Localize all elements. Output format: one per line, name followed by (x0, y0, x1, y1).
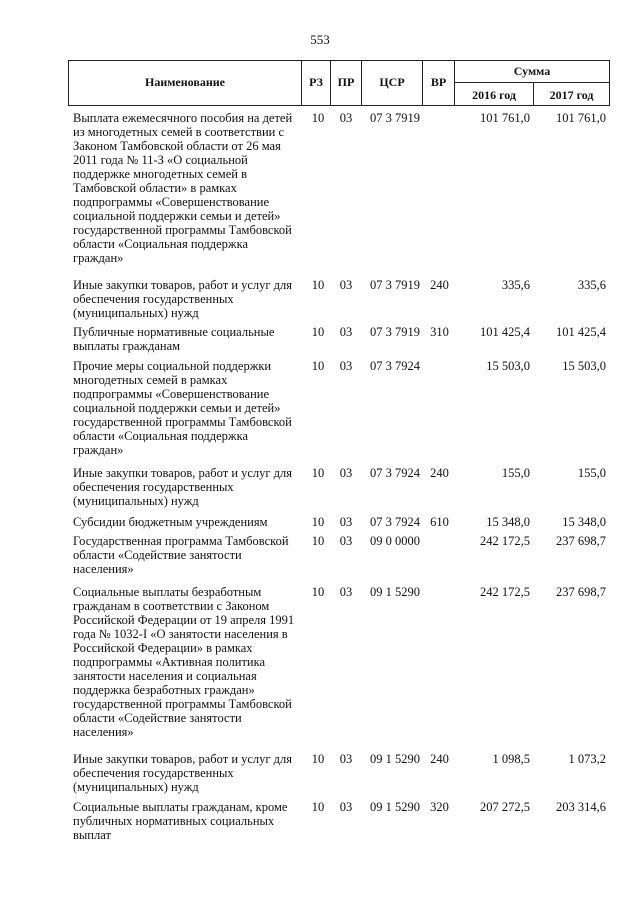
row-csr: 07 3 7919 (370, 325, 420, 339)
row-sum-2017: 101 425,4 (556, 325, 606, 339)
row-pr: 03 (339, 278, 353, 292)
row-sum-2017: 155,0 (577, 466, 606, 480)
row-sum-2017: 335,6 (577, 278, 606, 292)
row-sum-2017: 237 698,7 (556, 585, 606, 599)
row-pr: 03 (339, 359, 353, 373)
header-csr: ЦСР (379, 75, 405, 89)
row-csr: 09 1 5290 (370, 800, 420, 814)
row-csr: 09 1 5290 (370, 585, 420, 599)
row-rz: 10 (311, 359, 325, 373)
row-pr: 03 (339, 800, 353, 814)
row-rz: 10 (311, 111, 325, 125)
row-sum-2016: 1 098,5 (492, 752, 530, 766)
row-name: Иные закупки товаров, работ и услуг для обеспечения государственных (муниципальных) нужд (73, 466, 293, 508)
header-pr: ПР (337, 75, 355, 89)
row-vr: 240 (430, 466, 449, 480)
row-rz: 10 (311, 585, 325, 599)
row-rz: 10 (311, 515, 325, 529)
row-vr: 310 (430, 325, 449, 339)
row-csr: 07 3 7924 (370, 515, 420, 529)
row-name: Социальные выплаты безработным гражданам в соответствии с Законом Российской Федерации от 19 апреля 1991 года № 1032-I «О занятости населения в Российской Федерации» в рамках подпрограммы «Активная политика занятости населения и социальная поддержка безработных граждан» государственной программы Тамбовской области «Содействие занятости населения» (73, 585, 295, 739)
row-pr: 03 (339, 534, 353, 548)
row-vr: 240 (430, 752, 449, 766)
row-csr: 07 3 7924 (370, 466, 420, 480)
row-vr: 240 (430, 278, 449, 292)
header-vr: ВР (430, 75, 447, 89)
row-sum-2017: 101 761,0 (556, 111, 606, 125)
row-csr: 07 3 7919 (370, 111, 420, 125)
row-sum-2016: 15 503,0 (486, 359, 530, 373)
row-csr: 09 1 5290 (370, 752, 420, 766)
row-rz: 10 (311, 325, 325, 339)
row-pr: 03 (339, 515, 353, 529)
row-sum-2016: 335,6 (501, 278, 530, 292)
row-sum-2016: 15 348,0 (486, 515, 530, 529)
row-name: Государственная программа Тамбовской области «Содействие занятости населения» (73, 534, 289, 576)
row-rz: 10 (311, 752, 325, 766)
row-name: Выплата ежемесячного пособия на детей из многодетных семей в соответствии с Законом Тамбовской области от 26 мая 2011 года № 11-З «О социальной поддержке многодетных семей в Тамбовской области» в рамках подпрограммы «Совершенствование социальной поддержки семьи и детей» государственной программы Тамбовской области «Социальная поддержка граждан» (73, 111, 293, 265)
row-pr: 03 (339, 111, 353, 125)
row-sum-2016: 101 425,4 (480, 325, 530, 339)
row-name: Социальные выплаты гражданам, кроме публичных нормативных социальных выплат (73, 800, 288, 842)
row-name: Прочие меры социальной поддержки многодетных семей в рамках подпрограммы «Совершенствование социальной поддержки семьи и детей» государственной программы Тамбовской области «Социальная поддержка граждан» (73, 359, 292, 457)
row-sum-2016: 207 272,5 (480, 800, 530, 814)
row-sum-2017: 237 698,7 (556, 534, 606, 548)
row-csr: 09 0 0000 (370, 534, 420, 548)
header-rz: РЗ (309, 75, 323, 89)
row-csr: 07 3 7924 (370, 359, 420, 373)
row-rz: 10 (311, 278, 325, 292)
row-pr: 03 (339, 325, 353, 339)
page-number: 553 (310, 32, 330, 47)
row-sum-2017: 203 314,6 (556, 800, 606, 814)
row-sum-2016: 242 172,5 (480, 534, 530, 548)
row-name: Иные закупки товаров, работ и услуг для обеспечения государственных (муниципальных) нужд (73, 278, 293, 320)
row-name: Публичные нормативные социальные выплаты гражданам (73, 325, 275, 353)
row-sum-2017: 1 073,2 (568, 752, 606, 766)
header-2017: 2017 год (549, 88, 594, 102)
row-csr: 07 3 7919 (370, 278, 420, 292)
row-pr: 03 (339, 752, 353, 766)
row-rz: 10 (311, 534, 325, 548)
row-rz: 10 (311, 466, 325, 480)
row-name: Субсидии бюджетным учреждениям (73, 515, 268, 529)
row-sum-2017: 15 503,0 (562, 359, 606, 373)
row-pr: 03 (339, 466, 353, 480)
row-rz: 10 (311, 800, 325, 814)
row-sum-2016: 155,0 (501, 466, 530, 480)
row-vr: 320 (430, 800, 449, 814)
row-name: Иные закупки товаров, работ и услуг для обеспечения государственных (муниципальных) нужд (73, 752, 293, 794)
row-sum-2017: 15 348,0 (562, 515, 606, 529)
header-name: Наименование (145, 75, 225, 89)
row-sum-2016: 242 172,5 (480, 585, 530, 599)
row-pr: 03 (339, 585, 353, 599)
header-2016: 2016 год (472, 88, 516, 102)
row-vr: 610 (430, 515, 449, 529)
header-sum: Сумма (513, 64, 551, 78)
row-sum-2016: 101 761,0 (480, 111, 530, 125)
